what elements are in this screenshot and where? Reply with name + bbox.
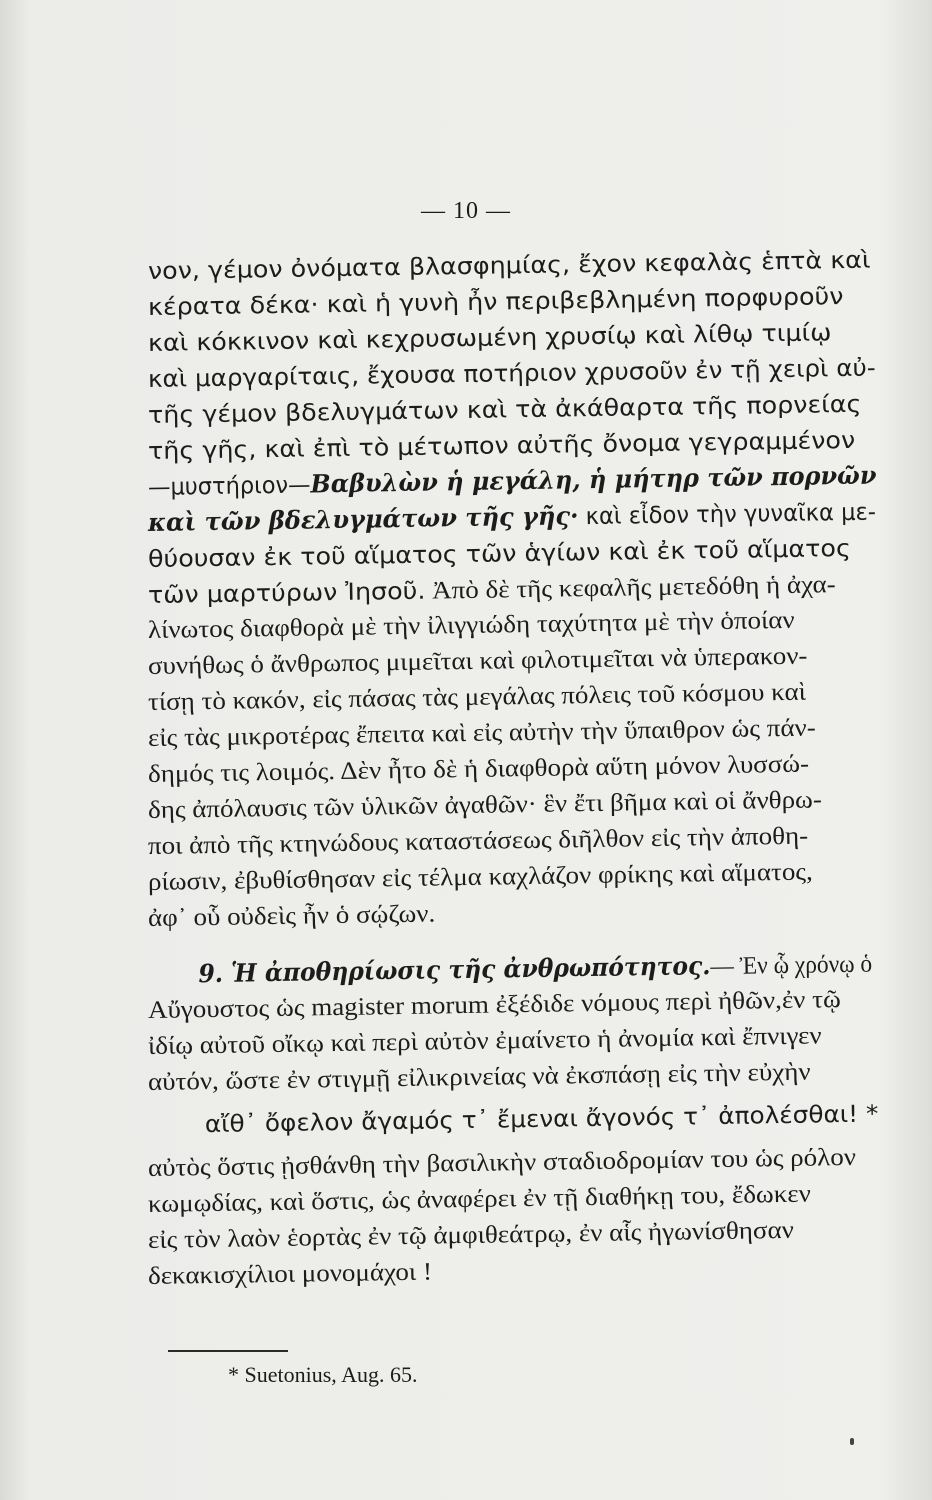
text-line: θύουσαν ἐκ τοῦ αἵματος τῶν ἁγίων καὶ ἐκ τοῦ αἵματος	[147, 533, 852, 573]
section-heading: 9. Ἡ ἀποθηρίωσις τῆς ἀνθρωπότητος.	[198, 951, 711, 989]
text-line: δης ἀπόλαυσις τῶν ὑλικῶν ἀγαθῶν· ἓν ἔτι βῆμα καὶ οἱ ἄνθρω-	[147, 786, 823, 824]
page-number: — 10 —	[421, 198, 511, 224]
paper-speck	[850, 1438, 854, 1445]
text-span: —μυστήριον—	[147, 470, 311, 501]
footnote: * Suetonius, Aug. 65.	[228, 1362, 418, 1387]
text-line: καὶ μαργαρίταις, ἔχουσα ποτήριον χρυσοῦν ἐν τῇ χειρὶ αὐ-	[147, 353, 876, 393]
text-line	[148, 569, 836, 611]
emphasis-span: Βαβυλὼν ἡ μεγάλη, ἡ μήτηρ τῶν πορνῶν	[310, 460, 877, 499]
text-line: αὐτόν, ὥστε ἐν στιγμῇ εἰλικρινείας νὰ ἐκσπάσῃ εἰς τὴν εὐχὴν	[147, 1058, 811, 1096]
text-line: δεκακισχίλιοι μονομάχοι !	[147, 1258, 433, 1290]
text-span: τῶν μαρτύρων Ἰησοῦ.	[147, 576, 426, 609]
text-line: ἀφ᾽ οὗ οὐδεὶς ἦν ὁ σῴζων.	[147, 900, 436, 932]
text-line: καὶ κόκκινον καὶ κεχρυσωμένη χρυσίῳ καὶ λίθῳ τιμίῳ	[147, 318, 832, 357]
verse-quote: αἴθ᾽ ὄφελον ἄγαμός τ᾽ ἔμεναι ἄγονός τ᾽ ἀπολέσθαι! *	[204, 1099, 879, 1139]
text-line: ἰδίῳ αὐτοῦ οἴκῳ καὶ περὶ αὐτὸν ἐμαίνετο ἡ ἀνομία καὶ ἔπνιγεν	[147, 1022, 822, 1060]
text-span: Ἀπὸ δὲ τῆς κεφαλῆς μετεδόθη ἡ ἀχα-	[425, 571, 836, 605]
text-span: — Ἐν ᾧ χρόνῳ ὁ	[710, 950, 873, 981]
emphasis-span: καὶ τῶν βδελυγμάτων τῆς γῆς·	[147, 501, 579, 537]
section-heading-line	[148, 949, 873, 991]
text-line: κωμῳδίας, καὶ ὅστις, ὡς ἀναφέρει ἐν τῇ διαθήκῃ του, ἔδωκεν	[147, 1180, 812, 1218]
text-line: ποι ἀπὸ τῆς κτηνώδους καταστάσεως διῆλθον εἰς τὴν ἀποθη-	[147, 822, 809, 860]
text-line: κέρατα δέκα· καὶ ἡ γυνὴ ἦν περιβεβλημένη πορφυροῦν	[147, 282, 844, 321]
text-span: καὶ εἶδον τὴν γυναῖκα με-	[578, 497, 877, 531]
text-line: νον, γέμον ὀνόματα βλασφημίας, ἔχον κεφαλὰς ἑπτὰ καὶ	[147, 245, 871, 285]
text-line: συνήθως ὁ ἄνθρωπος μιμεῖται καὶ φιλοτιμεῖται νὰ ὑπερακον-	[147, 642, 808, 680]
text-line	[148, 497, 876, 538]
text-line: αὐτὸς ὅστις ᾐσθάνθη τὴν βασιλικὴν σταδιοδρομίαν του ὡς ρόλον	[147, 1143, 857, 1182]
text-line: ρίωσιν, ἐβυθίσθησαν εἰς τέλμα καχλάζον φρίκης καὶ αἵματος,	[147, 858, 813, 896]
text-line: λίνωτος διαφθορὰ μὲ τὴν ἰλιγγιώδη ταχύτητα μὲ τὴν ὁποίαν	[147, 606, 795, 644]
footnote-rule	[168, 1350, 288, 1352]
text-line	[148, 461, 877, 502]
text-line: τῆς γῆς, καὶ ἐπὶ τὸ μέτωπον αὐτῆς ὄνομα γεγραμμένον	[147, 425, 856, 465]
text-line: εἰς τὰς μικροτέρας ἔπειτα καὶ εἰς αὐτὴν τὴν ὕπαιθρον ὡς πάν-	[147, 714, 816, 752]
text-line: δημός τις λοιμός. Δὲν ἦτο δὲ ἡ διαφθορὰ αὕτη μόνον λυσσώ-	[147, 750, 810, 788]
text-line: Αὔγουστος ὡς magister morum ἐξέδιδε νόμους περὶ ἠθῶν,ἐν τῷ	[147, 986, 841, 1024]
text-line: εἰς τὸν λαὸν ἑορτὰς ἐν τῷ ἀμφιθεάτρῳ, ἐν αἷς ἠγωνίσθησαν	[147, 1216, 795, 1254]
text-line: τίσῃ τὸ κακόν, εἰς πάσας τὰς μεγάλας πόλεις τοῦ κόσμου καὶ	[147, 678, 807, 716]
text-line: τῆς γέμον βδελυγμάτων καὶ τὰ ἀκάθαρτα τῆς πορνείας	[147, 389, 862, 429]
